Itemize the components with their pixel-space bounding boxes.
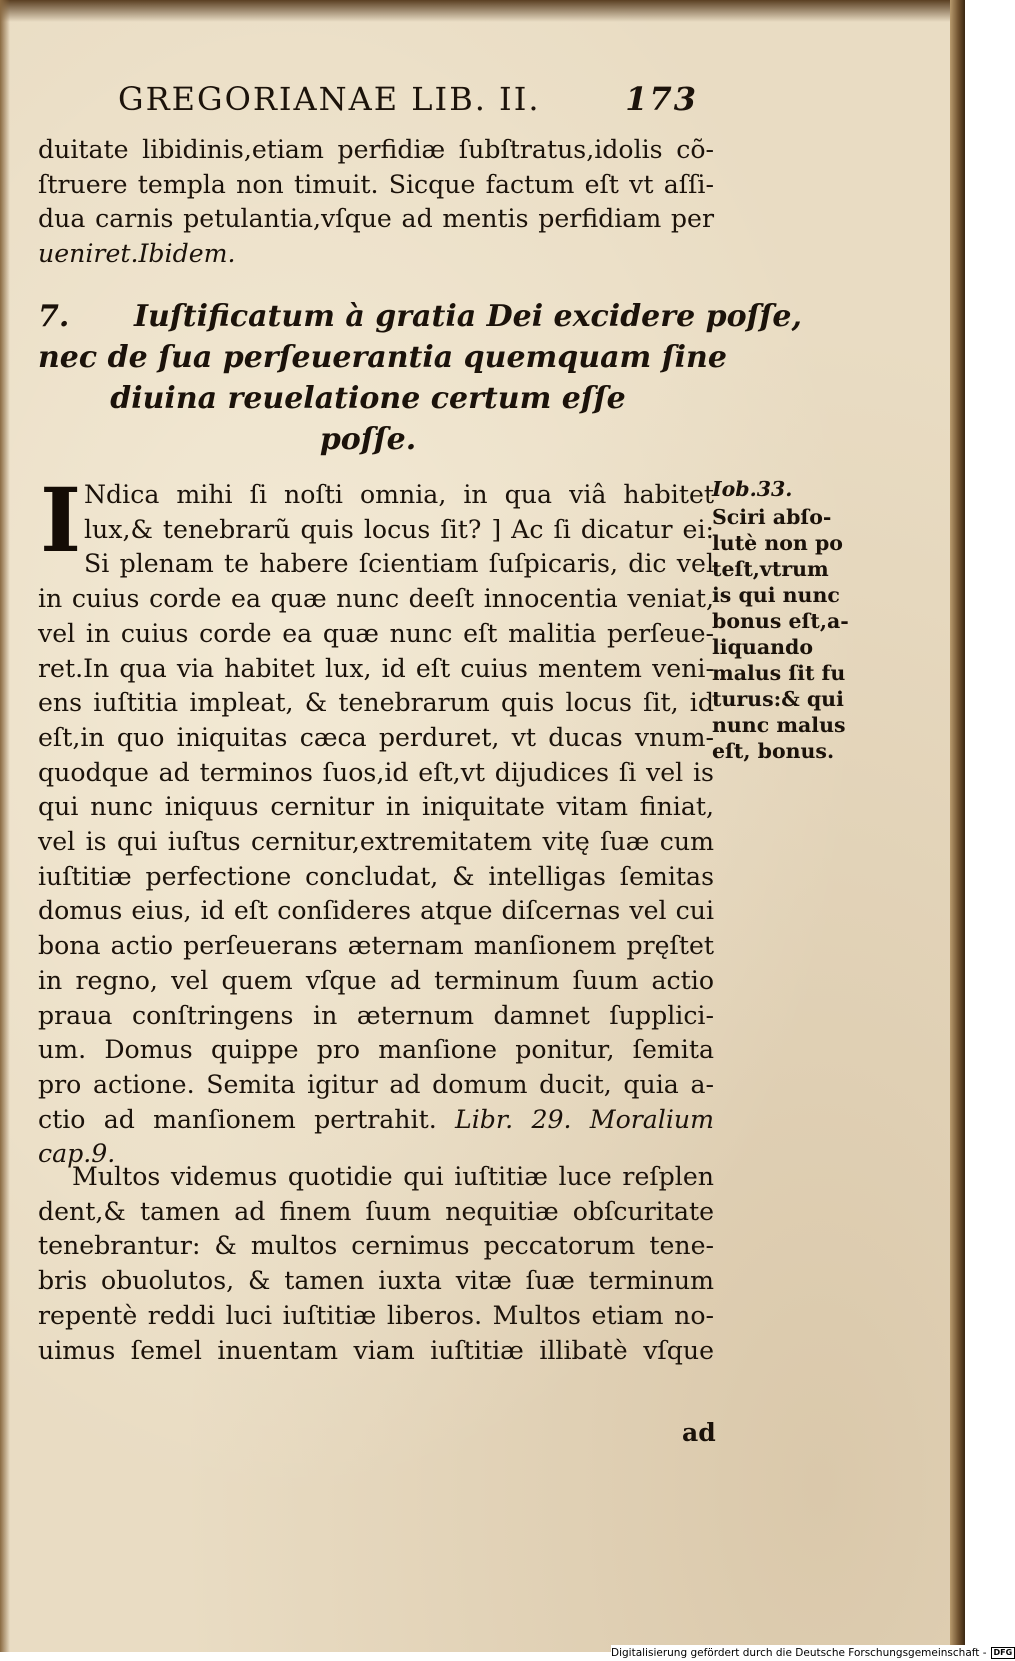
text-line: um. Domus quippe pro manſione ponitur, ſemita [38, 1035, 714, 1065]
digitization-footer [611, 1645, 1013, 1661]
text-line: bris obuolutos, & tamen iuxta vitæ ſuæ terminum [38, 1266, 714, 1296]
heading-line: Iuſtificatum à gratia Dei excidere poſſe, [134, 299, 802, 334]
text-line: ctio ad manſionem pertrahit. [38, 1104, 437, 1134]
text-line: iuſtitiæ perfectione concludat, & intelligas ſemitas [38, 861, 714, 891]
text-line: duitate libidinis,etiam perfidiæ ſubſtratus,idolis cõ- [38, 135, 714, 164]
opening-paragraph [38, 133, 714, 272]
drop-cap: I [40, 468, 82, 572]
text-line: eſt,in quo iniquitas cæca perduret, vt ducas vnum- [38, 722, 714, 752]
margin-line: nunc malus [712, 713, 846, 737]
page-number: 173 [625, 80, 698, 118]
margin-line: malus ſit fu [712, 661, 846, 685]
text-line: vel is qui iuſtus cernitur,extremitatem vitę ſuæ cum [38, 827, 714, 857]
citation: Libr. 29. Moralium [455, 1104, 715, 1134]
margin-line: is qui nunc [712, 583, 840, 607]
page-left-shadow [0, 0, 10, 1652]
margin-line: eſt, bonus. [712, 739, 835, 763]
section-number: 7. [38, 299, 70, 334]
text-line: lux,& tenebrarũ quis locus ſit? ] Ac ſi dicatur ei: [84, 514, 714, 544]
heading-line: nec de ſua perſeuerantia quemquam ſine [38, 340, 727, 375]
margin-line: bonus eſt,a- [712, 609, 849, 633]
text-line: ret.In qua via habitet lux, id eſt cuius mentem veni- [38, 653, 714, 683]
running-title: GREGORIANAE LIB. II. [118, 80, 541, 118]
main-paragraph [38, 468, 715, 1172]
catchword: ad [682, 1418, 716, 1447]
text-line: bona actio perſeuerans æternam manſionem pręſtet [38, 931, 714, 961]
page-top-shadow [0, 0, 965, 22]
citation-end: cap.9. [38, 1139, 116, 1169]
text-line: repentè reddi luci iuſtitiæ liberos. Multos etiam no- [38, 1300, 714, 1330]
margin-line: Sciri abſo- [712, 505, 832, 529]
text-line: vel in cuius corde ea quæ nunc eſt malitia perſeue- [38, 618, 714, 648]
margin-line: lutè non po [712, 531, 843, 555]
text-line: ueniret.Ibidem. [38, 239, 236, 269]
second-paragraph [38, 1160, 714, 1368]
text-line: dua carnis petulantia,vſque ad mentis perfidiam per [38, 204, 714, 234]
text-line: in regno, vel quem vſque ad terminum ſuum actio [38, 965, 714, 995]
running-header [118, 80, 698, 126]
text-line: praua conſtringens in æternum damnet ſupplici- [38, 1000, 714, 1030]
margin-line: turus:& qui [712, 687, 844, 711]
text-line: Multos videmus quotidie qui iuſtitiæ luce reſplen [72, 1162, 714, 1191]
margin-line: teſt,vtrum [712, 557, 829, 581]
heading-line: poſſe. [319, 422, 417, 457]
text-line: ens iuſtitia impleat, & tenebrarum quis locus ſit, id [38, 688, 714, 718]
text-line: pro actione. Semita igitur ad domum ducit, quia a- [38, 1069, 714, 1099]
text-line: domus eius, id eſt conſideres atque diſcernas vel cui [38, 896, 714, 926]
text-line: ſtruere templa non timuit. Sicque factum eſt vt aſſi- [38, 169, 714, 199]
margin-reference: Iob.33. [712, 477, 793, 501]
text-line: quodque ad terminos ſuos,id eſt,vt dijudices ſi vel is [38, 757, 714, 787]
margin-line: liquando [712, 635, 814, 659]
footer-text: Digitalisierung gefördert durch die Deutsche Forschungsgemeinschaft - [611, 1647, 987, 1659]
text-line: tenebrantur: & multos cernimus peccatorum tene- [38, 1231, 714, 1261]
text-line: qui nunc iniquus cernitur in iniquitate vitam finiat, [38, 792, 714, 822]
page-right-edge [950, 0, 965, 1652]
dfg-logo-icon: DFG [991, 1647, 1015, 1659]
section-heading [38, 296, 802, 460]
text-line: dent,& tamen ad finem ſuum nequitiæ obſcuritate [38, 1196, 714, 1226]
heading-line: diuina reuelatione certum eſſe [110, 381, 626, 416]
text-line: Ndica mihi ſi noſti omnia, in qua viâ habitet [84, 480, 714, 509]
text-line: Si plenam te habere ſcientiam ſuſpicaris, dic vel [84, 549, 714, 579]
text-line: in cuius corde ea quæ nunc deeſt innocentia veniat, [38, 584, 714, 614]
text-line-with-citation [38, 1103, 714, 1138]
margin-note [712, 476, 860, 764]
text-line: uimus ſemel inuentam viam iuſtitiæ illibatè vſque [38, 1335, 714, 1365]
